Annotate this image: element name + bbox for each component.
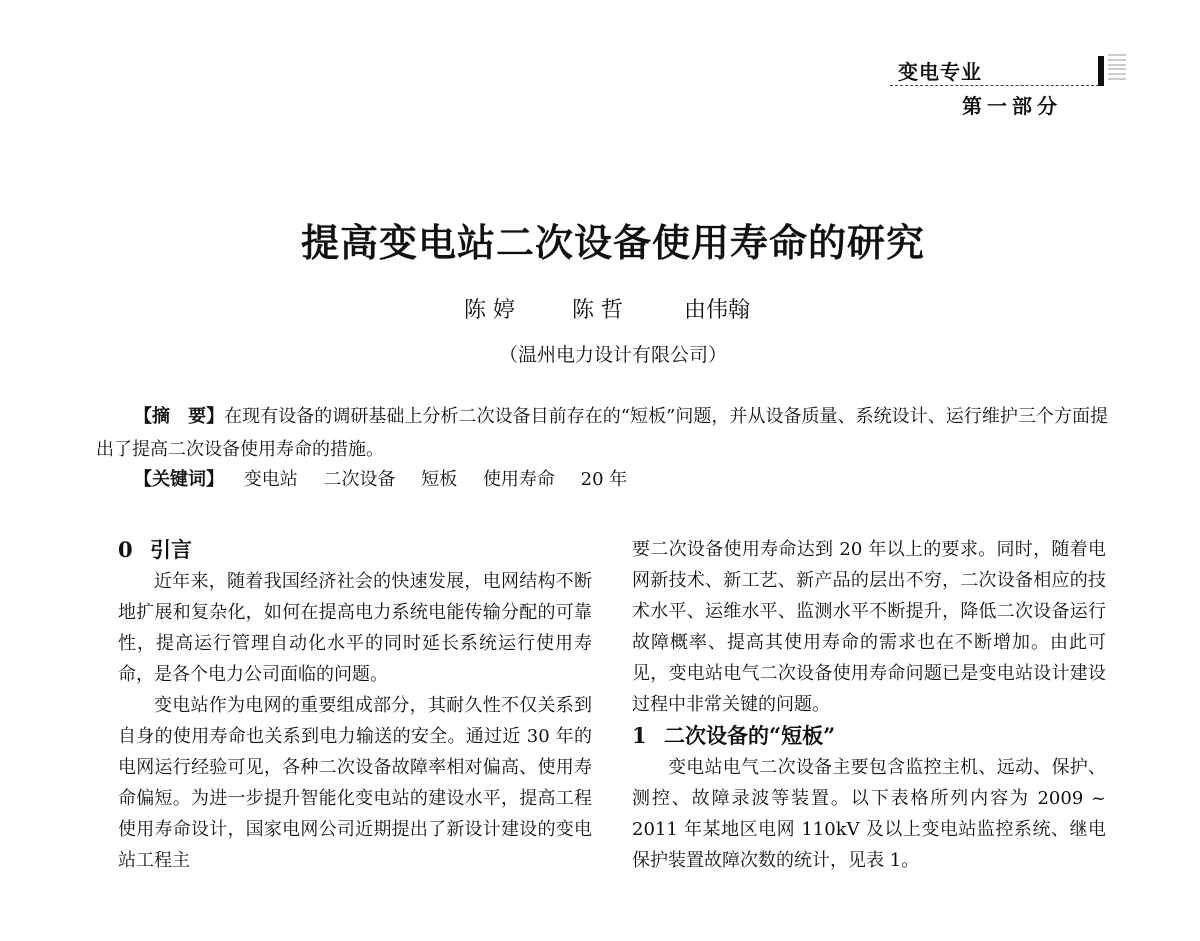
affiliation: （温州电力设计有限公司） <box>498 344 727 366</box>
body-paragraph: 变电站作为电网的重要组成部分，其耐久性不仅关系到自身的使用寿命也关系到电力输送的安全。通过近 30 年的电网运行经验可见，各种二次设备故障率相对偏高、使用寿命偏短。为进一步提升智能化变电站的建设水平，提高工程使用寿命设计，国家电网公司近期提出了新设计建设的变电站工程主 <box>118 695 592 871</box>
section-title: 二次设备的“短板” <box>664 723 836 748</box>
left-column <box>118 534 592 876</box>
journal-logo-icon <box>1108 54 1126 80</box>
author-name: 陈 婷 <box>464 298 515 323</box>
running-header-section: 变电专业 <box>898 60 982 84</box>
body-paragraph-continued: 要二次设备使用寿命达到 20 年以上的要求。同时，随着电网新技术、新工艺、新产品的层出不穷，二次设备相应的技术水平、运维水平、监测水平不断提升，降低二次设备运行故障概率、提高其使用寿命的需求也在不断增加。由此可见，变电站电气二次设备使用寿命问题已是变电站设计建设过程中非常关键的问题。 <box>632 539 1106 715</box>
body-paragraph: 近年来，随着我国经济社会的快速发展，电网结构不断地扩展和复杂化，如何在提高电力系统电能传输分配的可靠性，提高运行管理自动化水平的同时延长系统运行使用寿命，是各个电力公司面临的问题。 <box>118 571 592 685</box>
abstract <box>96 400 1108 466</box>
body-paragraph: 变电站电气二次设备主要包含监控主机、远动、保护、测控、故障录波等装置。以下表格所列内容为 2009 ~ 2011 年某地区电网 110kV 及以上变电站监控系统、继电保护装置故障次数的统计，见表 1。 <box>632 757 1106 871</box>
paper-title: 提高变电站二次设备使用寿命的研究 <box>300 220 925 265</box>
running-header-rule <box>890 85 1104 86</box>
section-heading <box>118 534 592 566</box>
section-heading <box>632 720 1106 752</box>
author-list <box>464 293 824 327</box>
section-title: 引言 <box>150 537 192 562</box>
running-header-part: 第一部分 <box>962 94 1062 118</box>
keyword: 变电站 <box>243 469 298 490</box>
right-column <box>632 534 1106 876</box>
abstract-text: 在现有设备的调研基础上分析二次设备目前存在的“短板”问题，并从设备质量、系统设计、运行维护三个方面提出了提高二次设备使用寿命的措施。 <box>96 406 1109 460</box>
keyword: 二次设备 <box>323 469 396 490</box>
section-number: 0 <box>118 537 133 562</box>
author-name: 陈 哲 <box>572 298 623 323</box>
author-name: 由伟翰 <box>684 298 751 323</box>
keyword: 20 年 <box>580 469 628 490</box>
keywords <box>134 468 633 492</box>
keyword: 短板 <box>421 469 458 490</box>
keywords-label: 【关键词】 <box>134 469 224 490</box>
running-header-bar <box>1098 56 1104 86</box>
section-number: 1 <box>632 723 647 748</box>
abstract-label: 【摘 要】 <box>134 406 225 427</box>
keyword: 使用寿命 <box>482 469 555 490</box>
